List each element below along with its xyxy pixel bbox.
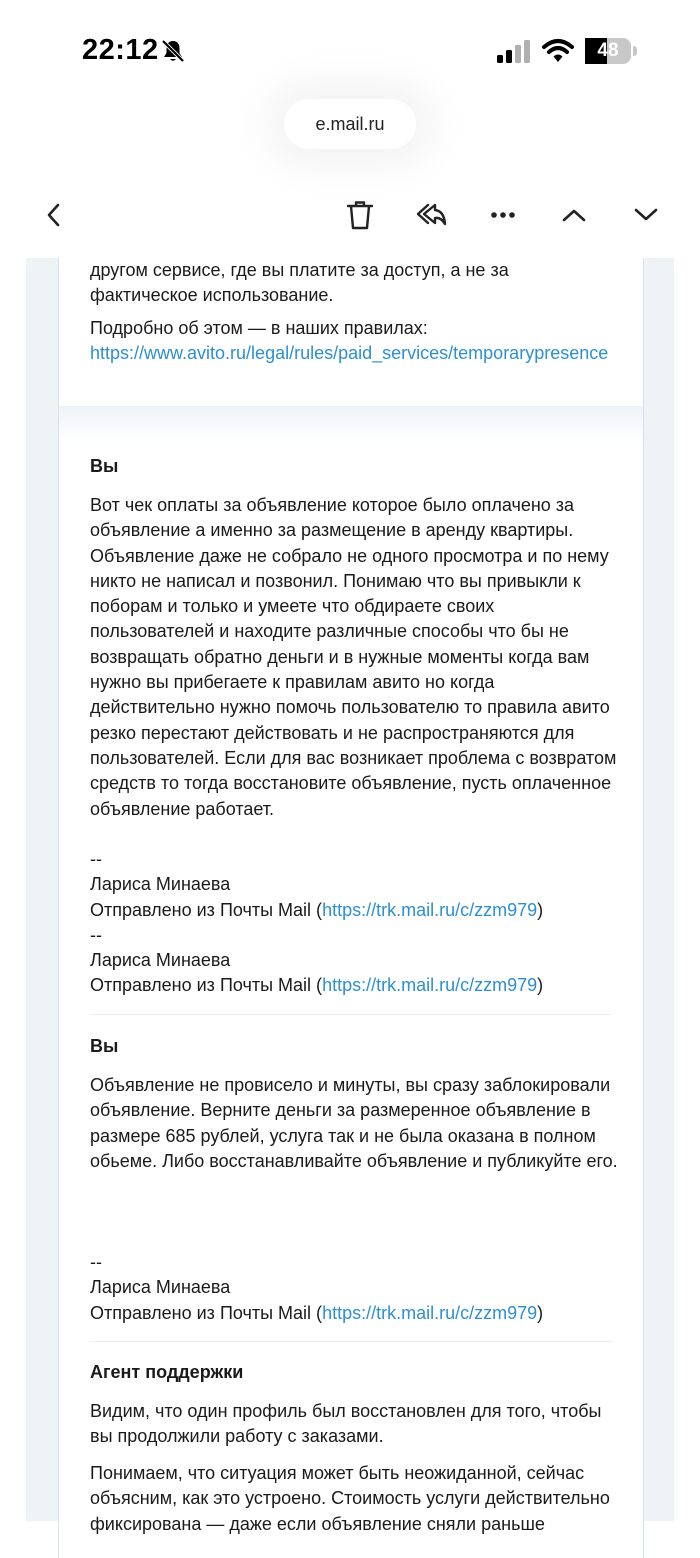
delete-button[interactable] — [340, 195, 380, 235]
status-time: 22:12 — [82, 34, 159, 66]
reply-all-icon — [414, 201, 448, 229]
signature-link[interactable]: https://trk.mail.ru/c/zzm979 — [322, 975, 538, 996]
message-signature: -- Лариса Минаева Отправлено из Почты Mail (https://trk.mail.ru/c/zzm979) — [90, 1252, 544, 1323]
more-icon — [490, 211, 516, 219]
previous-message-button[interactable] — [554, 195, 594, 235]
wifi-icon — [542, 38, 574, 64]
message-signature: -- Лариса Минаева Отправлено из Почты Mail (https://trk.mail.ru/c/zzm979) -- Лариса Минаева Отправлено из Почты Mail (https://trk.mail.ru/c/zzm979) — [90, 849, 544, 996]
message-divider — [90, 1014, 612, 1015]
trash-icon — [345, 199, 375, 231]
message-body: Объявление не провисело и минуты, вы сразу заблокировали объявление. Верните деньги за размеренное объявление в размере 685 рублей, услуга так и не была оказана в полном обьеме. Либо восстанавливайте объявление и публикуйте его. — [90, 1075, 618, 1171]
email-card — [58, 258, 644, 1558]
email-thread — [26, 258, 674, 1534]
message-sender: Вы — [90, 456, 119, 476]
message-body: Понимаем, что ситуация может быть неожиданной, сейчас объясним, как это устроено. Стоимость услуги действительно фиксирована — даже если объявление сняли раньше — [90, 1463, 610, 1534]
message-body: Видим, что один профиль был восстановлен для того, чтобы вы продолжили работу с заказами. — [90, 1401, 602, 1447]
chevron-down-icon — [633, 207, 659, 223]
message-divider — [90, 1341, 612, 1342]
back-button[interactable] — [34, 195, 74, 235]
cellular-signal-icon — [496, 40, 532, 64]
thread-separator — [59, 406, 643, 442]
next-message-button[interactable] — [626, 195, 666, 235]
battery-percent: 48 — [597, 40, 619, 61]
more-button[interactable] — [483, 195, 523, 235]
quoted-message — [59, 258, 643, 407]
quoted-text: другом сервисе, где вы платите за доступ, а не за фактическое использование. — [90, 260, 509, 306]
reply-all-button[interactable] — [411, 195, 451, 235]
url-bar[interactable]: e.mail.ru — [284, 99, 416, 149]
quoted-rules-text: Подробно об этом — в наших правилах: https://www.avito.ru/legal/rules/paid_services/temporarypresence — [90, 318, 609, 364]
back-chevron-icon — [43, 202, 65, 228]
signature-link[interactable]: https://trk.mail.ru/c/zzm979 — [322, 1302, 538, 1323]
mail-toolbar — [0, 185, 700, 245]
message-sender: Агент поддержки — [90, 1362, 244, 1382]
message-sender: Вы — [90, 1036, 119, 1056]
rules-link[interactable]: https://www.avito.ru/legal/rules/paid_services/temporarypresence — [90, 343, 609, 364]
status-bar — [0, 0, 700, 100]
battery-icon — [585, 38, 637, 64]
signature-link[interactable]: https://trk.mail.ru/c/zzm979 — [322, 899, 538, 920]
bell-muted-icon — [160, 38, 186, 64]
chevron-up-icon — [561, 207, 587, 223]
message-body: Вот чек оплаты за объявление которое было оплачено за объявление а именно за размещение в аренду квартиры. Объявление даже не собрало не одного просмотра и по нему никто не написал и позвонил. Понимаю что вы привыкли к поборам и только и умеете что обдираете своих пользователей и находите различные способы что бы не возвращать обратно деньги и в нужные моменты когда вам нужно вы прибегаете к правилам авито но когда действительно нужно помочь пользователю то правила авито резко перестают действовать и не распространяются для пользователей. Если для вас возникает проблема с возвратом средств то тогда восстановите объявление, пусть оплаченное объявление работает. — [90, 495, 617, 819]
